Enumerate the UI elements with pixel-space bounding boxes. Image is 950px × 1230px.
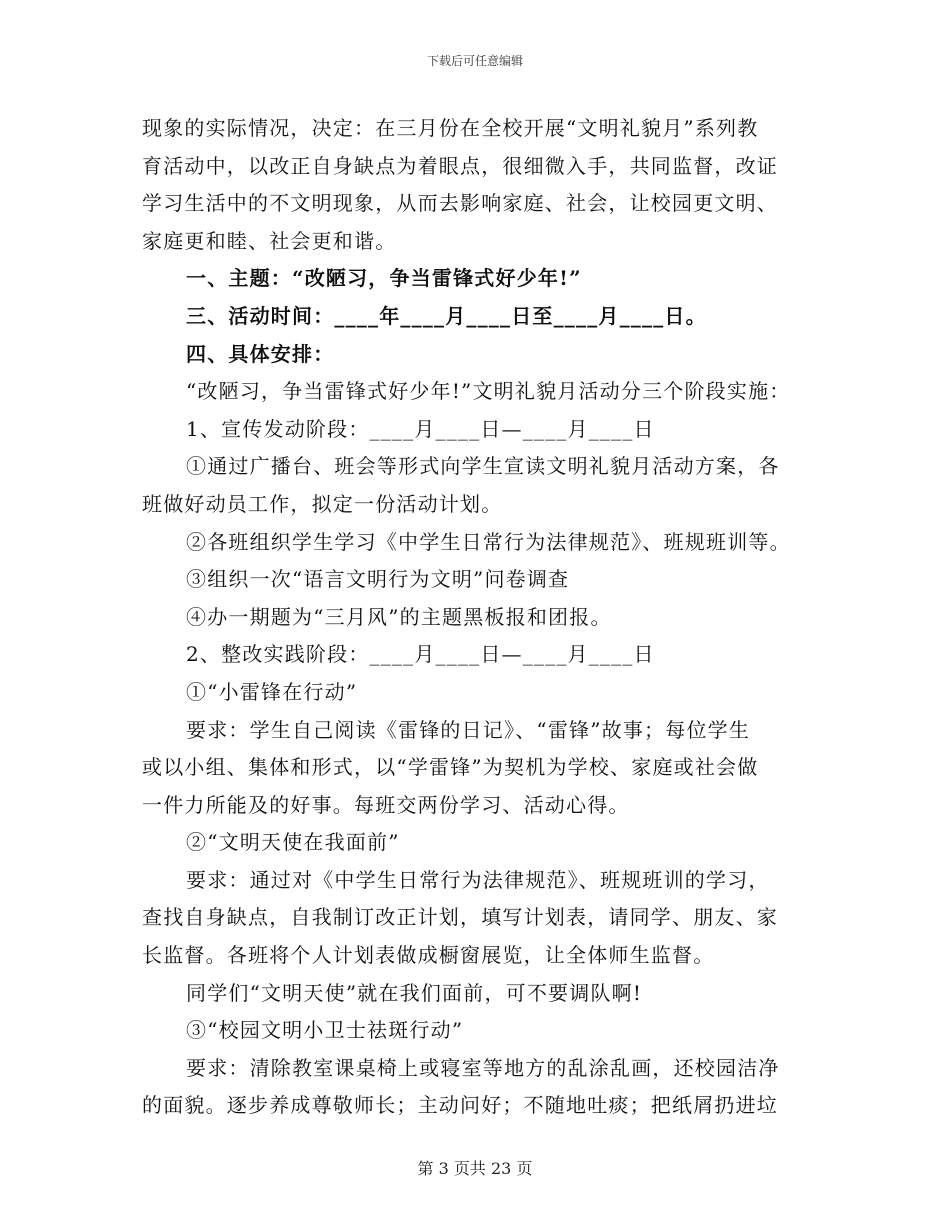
stage-heading-2: 2、整改实践阶段：____月____日—____月____日 <box>186 642 655 667</box>
paragraph-line: 查找自身缺点，自我制订改正计划，填写计划表，请同学、朋友、家 <box>142 905 778 930</box>
list-item: ④办一期题为“三月风”的主题黑板报和团报。 <box>186 604 612 629</box>
page-header-note: 下载后可任意编辑 <box>426 54 523 68</box>
paragraph-line: 要求：通过对《中学生日常行为法律规范》、班规班训的学习， <box>186 867 770 892</box>
list-item: ①通过广播台、班会等形式向学生宣读文明礼貌月活动方案，各 <box>186 454 780 479</box>
activity-title: ②“文明天使在我面前” <box>186 830 400 855</box>
section-heading-arrangement: 四、具体安排： <box>186 341 335 366</box>
paragraph-line: 育活动中，以改正自身缺点为着眼点，很细微入手，共同监督，改证 <box>142 153 778 178</box>
paragraph-line: 要求：清除教室课桌椅上或寝室等地方的乱涂乱画，还校园洁净 <box>186 1055 780 1080</box>
paragraph-line: 学习生活中的不文明现象，从而去影响家庭、社会，让校园更文明、 <box>142 191 778 216</box>
stage-heading-1: 1、宣传发动阶段：____月____日—____月____日 <box>186 416 655 441</box>
paragraph-line: 同学们“文明天使”就在我们面前，可不要调队啊! <box>186 980 643 1005</box>
section-heading-time: 三、活动时间：____年____月____日至____月____日。 <box>186 303 707 328</box>
section-heading-theme: 一、主题：“改陋习，争当雷锋式好少年!” <box>186 266 582 291</box>
paragraph-line: 的面貌。逐步养成尊敬师长；主动问好；不随地吐痰；把纸屑扔进垃 <box>142 1093 778 1118</box>
page-footer-number: 第 3 页共 23 页 <box>417 1159 533 1178</box>
paragraph-line: 长监督。各班将个人计划表做成橱窗展览，让全体师生监督。 <box>142 943 715 968</box>
activity-title: ①“小雷锋在行动” <box>186 679 358 704</box>
paragraph-line: 要求：学生自己阅读《雷锋的日记》、“雷锋”故事；每位学生 <box>186 717 751 742</box>
paragraph-line: 或以小组、集体和形式，以“学雷锋”为契机为学校、家庭或社会做 <box>142 755 759 780</box>
paragraph-line: 班做好动员工作，拟定一份活动计划。 <box>142 491 503 516</box>
paragraph-line: 家庭更和睦、社会更和谐。 <box>142 228 397 253</box>
activity-title: ③“校园文明小卫士祛斑行动” <box>186 1018 464 1043</box>
list-item: ③组织一次“语言文明行为文明”问卷调查 <box>186 567 570 592</box>
list-item: ②各班组织学生学习《中学生日常行为法律规范》、班规班训等。 <box>186 529 791 554</box>
document-body <box>142 110 822 1125</box>
paragraph-line: 一件力所能及的好事。每班交两份学习、活动心得。 <box>142 792 630 817</box>
paragraph-line: 现象的实际情况，决定：在三月份在全校开展“文明礼貌月”系列教 <box>142 116 759 140</box>
paragraph-line: “改陋习，争当雷锋式好少年!”文明礼貌月活动分三个阶段实施： <box>186 379 791 404</box>
